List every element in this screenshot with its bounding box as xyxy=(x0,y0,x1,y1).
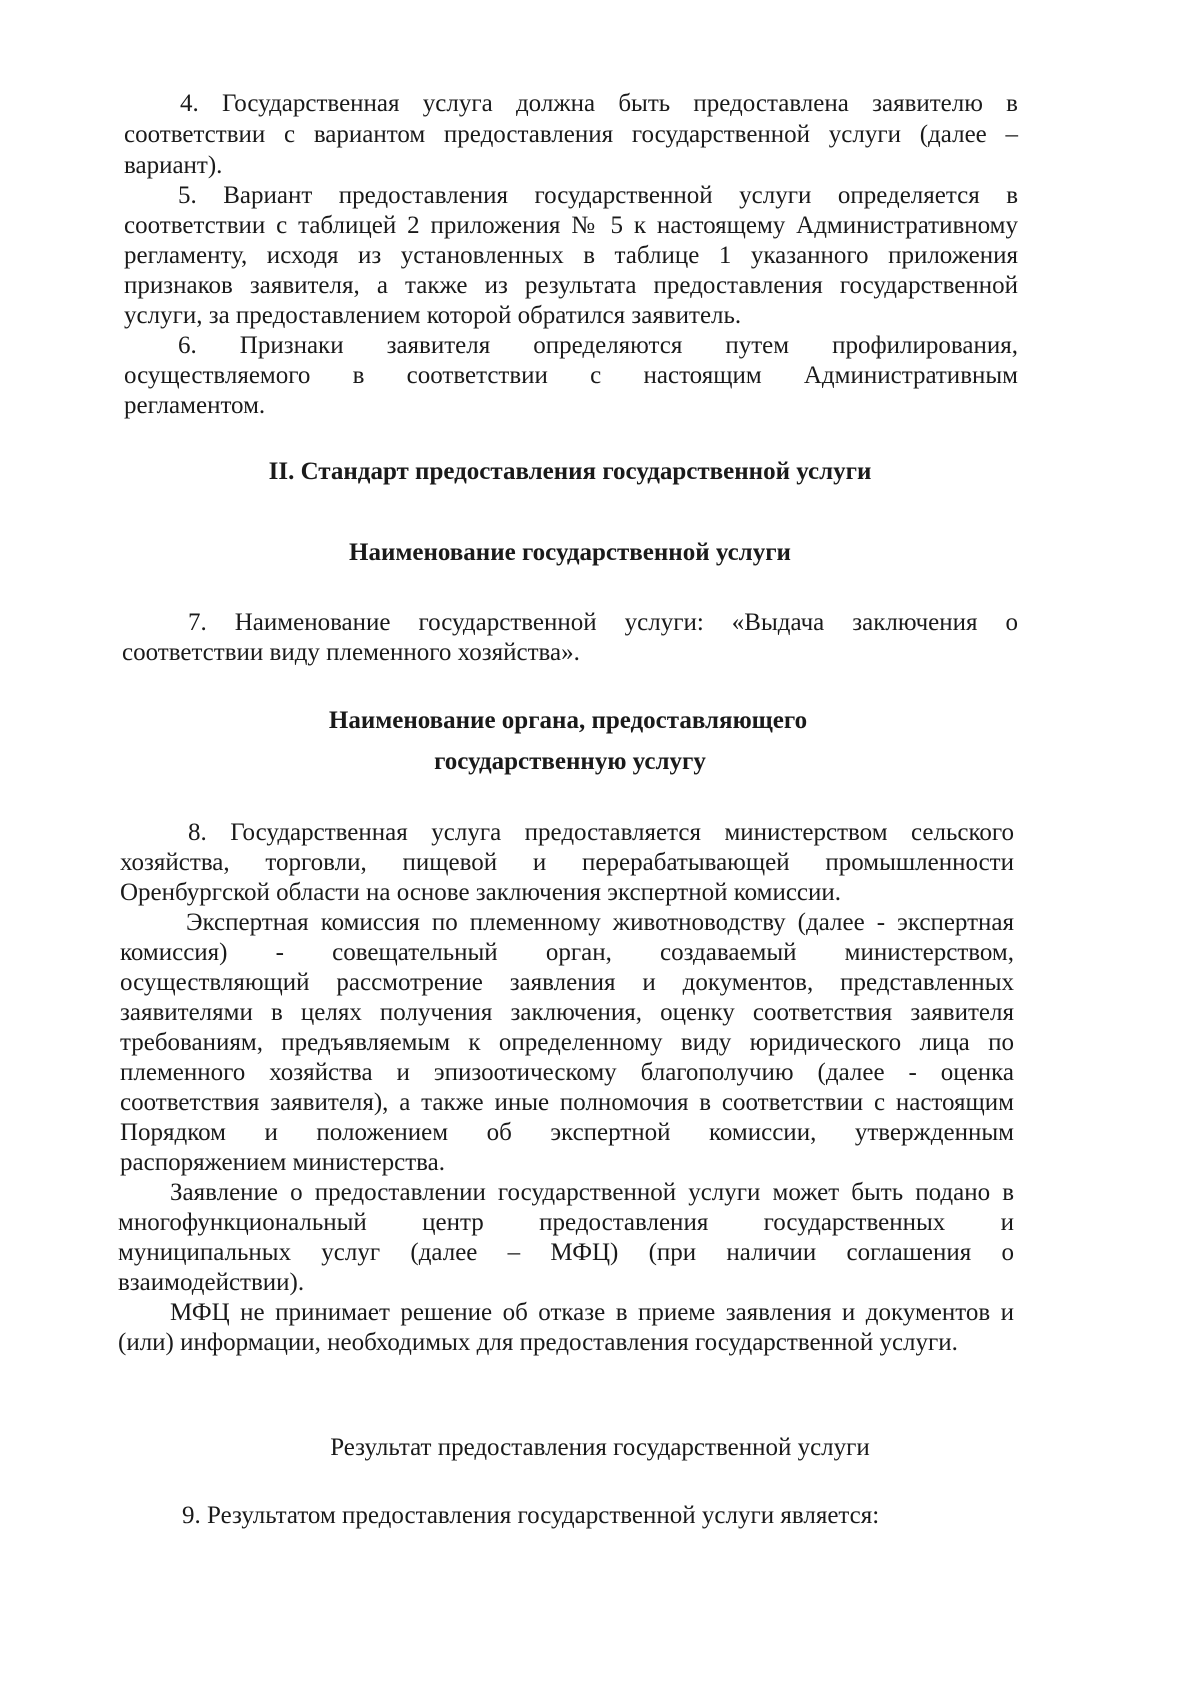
paragraph-8b-line-8: Порядком и положением об экспертной комиссии, утвержденным xyxy=(120,1119,1014,1146)
subheading-organ-line-2: государственную услугу xyxy=(434,748,706,775)
paragraph-8b-line-3: осуществляющий рассмотрение заявления и документов, представленных xyxy=(120,969,1014,996)
paragraph-8b-line-4: заявителями в целях получения заключения, оценку соответствия заявителя xyxy=(120,999,1014,1026)
paragraph-8c-line-3: муниципальных услуг (далее – МФЦ) (при наличии соглашения о xyxy=(118,1239,1014,1266)
paragraph-5-line-1: 5. Вариант предоставления государственной услуги определяется в xyxy=(178,182,1018,209)
paragraph-4-line-2: соответствии с вариантом предоставления государственной услуги (далее – xyxy=(124,121,1018,148)
subheading-organ-line-1: Наименование органа, предоставляющего xyxy=(328,707,808,734)
paragraph-6-line-2: осуществляемого в соответствии с настоящим Административным xyxy=(124,362,1018,389)
paragraph-4-line-1: 4. Государственная услуга должна быть предоставлена заявителю в xyxy=(180,90,1018,117)
paragraph-6-line-3: регламентом. xyxy=(124,392,266,419)
paragraph-8b-line-7: соответствия заявителя), а также иные полномочия в соответствии с настоящим xyxy=(120,1089,1014,1116)
paragraph-5-line-2: соответствии с таблицей 2 приложения № 5 к настоящему Административному xyxy=(124,212,1018,239)
paragraph-8b-line-9: распоряжением министерства. xyxy=(120,1149,445,1176)
paragraph-6-line-1: 6. Признаки заявителя определяются путем профилирования, xyxy=(178,332,1018,359)
paragraph-7-line-2: соответствии виду племенного хозяйства». xyxy=(122,639,580,666)
paragraph-8b-line-1: Экспертная комиссия по племенному животноводству (далее - экспертная xyxy=(186,909,1014,936)
paragraph-8b-line-2: комиссия) - совещательный орган, создаваемый министерством, xyxy=(120,939,1014,966)
paragraph-5-line-5: услуги, за предоставлением которой обратился заявитель. xyxy=(124,302,742,329)
paragraph-8d-line-1: МФЦ не принимает решение об отказе в приеме заявления и документов и xyxy=(170,1299,1014,1326)
paragraph-5-line-4: признаков заявителя, а также из результата предоставления государственной xyxy=(124,272,1018,299)
paragraph-7-line-1: 7. Наименование государственной услуги: «Выдача заключения о xyxy=(188,609,1018,636)
paragraph-8-line-3: Оренбургской области на основе заключения экспертной комиссии. xyxy=(120,879,842,906)
paragraph-8d-line-2: (или) информации, необходимых для предоставления государственной услуги. xyxy=(118,1329,958,1356)
paragraph-9: 9. Результатом предоставления государственной услуги является: xyxy=(182,1502,880,1529)
paragraph-8c-line-1: Заявление о предоставлении государственной услуги может быть подано в xyxy=(170,1179,1014,1206)
paragraph-8-line-2: хозяйства, торговли, пищевой и перерабатывающей промышленности xyxy=(120,849,1014,876)
paragraph-4-line-3: вариант). xyxy=(124,152,223,179)
section-heading: II. Стандарт предоставления государственной услуги xyxy=(268,458,872,485)
paragraph-8c-line-2: многофункциональный центр предоставления государственных и xyxy=(118,1209,1014,1236)
subheading-result: Результат предоставления государственной услуги xyxy=(330,1434,870,1461)
subheading-service-name: Наименование государственной услуги xyxy=(349,539,791,566)
paragraph-8b-line-6: племенного хозяйства и эпизоотическому благополучию (далее - оценка xyxy=(120,1059,1014,1086)
paragraph-8-line-1: 8. Государственная услуга предоставляется министерством сельского xyxy=(188,819,1014,846)
paragraph-8b-line-5: требованиям, предъявляемым к определенному виду юридического лица по xyxy=(120,1029,1014,1056)
paragraph-5-line-3: регламенту, исходя из установленных в таблице 1 указанного приложения xyxy=(124,242,1018,269)
paragraph-8c-line-4: взаимодействии). xyxy=(118,1269,305,1296)
